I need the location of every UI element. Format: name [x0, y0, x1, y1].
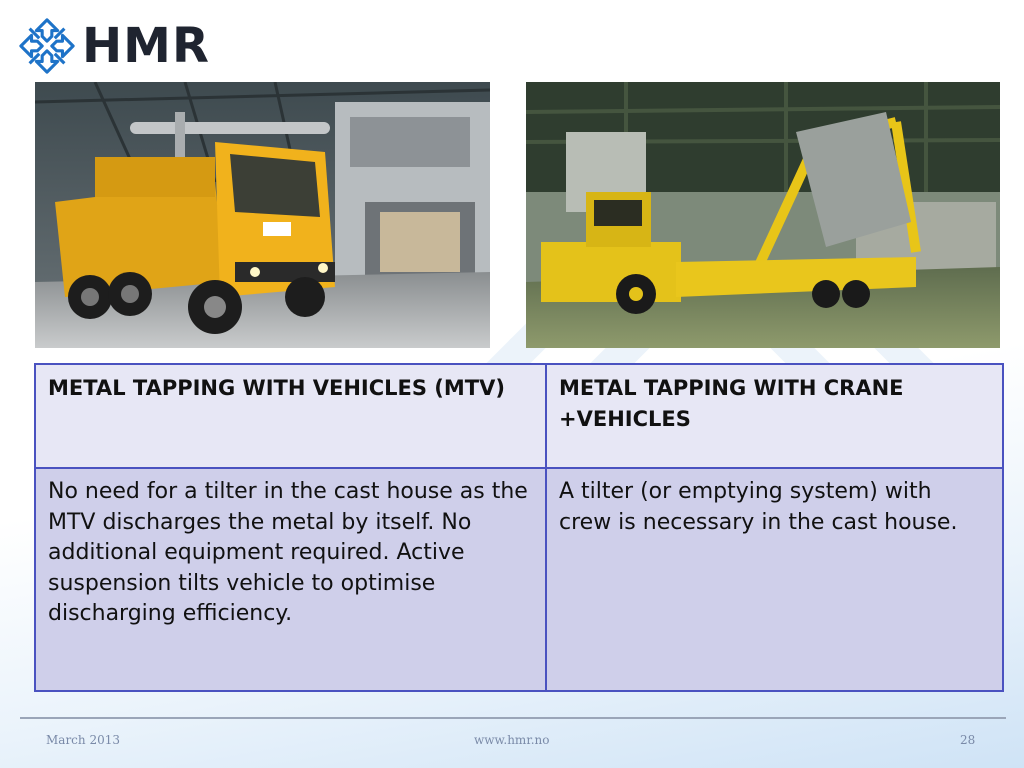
comparison-table [34, 363, 1004, 692]
footer-date: March 2013 [46, 733, 120, 747]
photo-mtv-vehicle [35, 82, 490, 348]
table-row [35, 468, 1003, 691]
cell-mtv-description: No need for a tilter in the cast house as the MTV discharges the metal by itself. No additional equipment required. Active suspension tilts vehicle to optimise discharging efficiency. [35, 468, 546, 691]
hmr-emblem-icon [18, 17, 76, 75]
page-number: 28 [960, 733, 976, 747]
photo-crane-vehicle [526, 82, 1000, 348]
cell-crane-description: A tilter (or emptying system) with crew is necessary in the cast house. [546, 468, 1003, 691]
header-crane: METAL TAPPING WITH CRANE +VEHICLES [546, 364, 1003, 468]
hmr-logo [18, 16, 210, 76]
footer-divider [20, 717, 1006, 719]
footer-url[interactable]: www.hmr.no [474, 733, 550, 747]
table-header-row [35, 364, 1003, 468]
header-mtv: METAL TAPPING WITH VEHICLES (MTV) [35, 364, 546, 468]
logo-wordmark: HMR [82, 18, 210, 74]
